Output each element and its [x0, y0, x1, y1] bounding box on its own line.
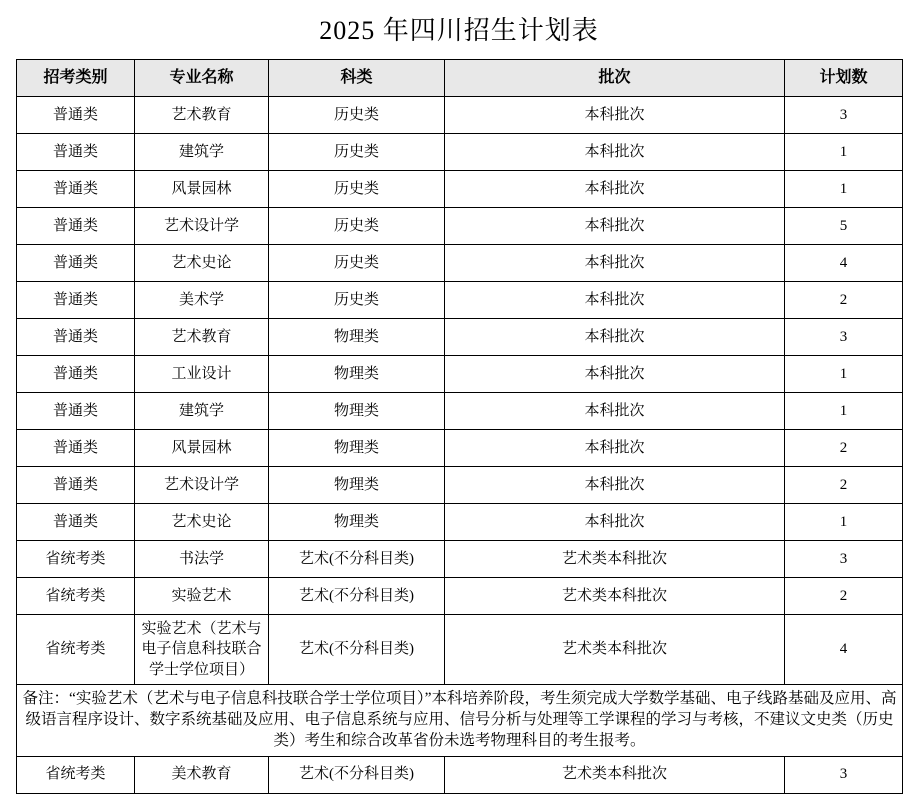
- cell-major: 艺术教育: [135, 97, 269, 134]
- cell-count: 1: [785, 134, 903, 171]
- cell-major: 艺术史论: [135, 245, 269, 282]
- cell-category: 普通类: [17, 319, 135, 356]
- table-row: [17, 756, 903, 793]
- page-title: 2025 年四川招生计划表: [319, 16, 599, 45]
- cell-major: 艺术设计学: [135, 467, 269, 504]
- table-row: [17, 541, 903, 578]
- cell-count: 1: [785, 393, 903, 430]
- cell-count: 3: [785, 97, 903, 134]
- cell-subject: 历史类: [269, 245, 445, 282]
- cell-major: 艺术设计学: [135, 208, 269, 245]
- column-header-subject: 科类: [269, 60, 445, 97]
- cell-batch: 艺术类本科批次: [445, 615, 785, 685]
- table-row: [17, 430, 903, 467]
- cell-major: 建筑学: [135, 134, 269, 171]
- cell-subject: 物理类: [269, 504, 445, 541]
- cell-count: 1: [785, 171, 903, 208]
- cell-count: 3: [785, 756, 903, 793]
- cell-subject: 艺术(不分科目类): [269, 615, 445, 685]
- table-row: [17, 134, 903, 171]
- cell-category: 普通类: [17, 245, 135, 282]
- table-row-note: [17, 684, 903, 756]
- cell-major: 美术教育: [135, 756, 269, 793]
- note-text: 备注：“实验艺术（艺术与电子信息科技联合学士学位项目）”本科培养阶段，考生须完成大学数学基础、电子线路基础及应用、高级语言程序设计、数字系统基础及应用、电子信息系统与应用、信号分析与处理等工学课程的学习与考核，不建议文史类（历史类）考生和综合改革省份未选考物理科目的考生报考。: [17, 684, 903, 756]
- column-header-category: 招考类别: [17, 60, 135, 97]
- table-body: [17, 97, 903, 794]
- cell-batch: 本科批次: [445, 319, 785, 356]
- table-row: [17, 393, 903, 430]
- cell-batch: 本科批次: [445, 208, 785, 245]
- admission-plan-table: [16, 59, 903, 794]
- cell-batch: 本科批次: [445, 430, 785, 467]
- cell-major: 风景园林: [135, 171, 269, 208]
- cell-category: 普通类: [17, 430, 135, 467]
- cell-major: 实验艺术（艺术与电子信息科技联合学士学位项目）: [135, 615, 269, 685]
- cell-major: 风景园林: [135, 430, 269, 467]
- cell-major: 实验艺术: [135, 578, 269, 615]
- column-header-count: 计划数: [785, 60, 903, 97]
- cell-subject: 历史类: [269, 97, 445, 134]
- cell-count: 1: [785, 356, 903, 393]
- table-row: [17, 282, 903, 319]
- cell-category: 普通类: [17, 282, 135, 319]
- cell-subject: 物理类: [269, 430, 445, 467]
- cell-batch: 艺术类本科批次: [445, 578, 785, 615]
- table-row: [17, 504, 903, 541]
- cell-category: 普通类: [17, 393, 135, 430]
- cell-count: 3: [785, 319, 903, 356]
- table-header-row: [17, 60, 903, 97]
- cell-subject: 历史类: [269, 134, 445, 171]
- table-row: [17, 245, 903, 282]
- cell-count: 5: [785, 208, 903, 245]
- cell-batch: 本科批次: [445, 504, 785, 541]
- column-header-major: 专业名称: [135, 60, 269, 97]
- cell-count: 3: [785, 541, 903, 578]
- cell-batch: 艺术类本科批次: [445, 756, 785, 793]
- table-row: [17, 97, 903, 134]
- cell-category: 普通类: [17, 134, 135, 171]
- cell-count: 2: [785, 282, 903, 319]
- table-row-joint-program: [17, 615, 903, 685]
- cell-category: 普通类: [17, 208, 135, 245]
- cell-count: 2: [785, 578, 903, 615]
- cell-major: 艺术教育: [135, 319, 269, 356]
- cell-subject: 艺术(不分科目类): [269, 578, 445, 615]
- cell-category: 省统考类: [17, 615, 135, 685]
- cell-category: 普通类: [17, 171, 135, 208]
- cell-count: 4: [785, 615, 903, 685]
- table-row: [17, 171, 903, 208]
- cell-category: 省统考类: [17, 756, 135, 793]
- cell-subject: 物理类: [269, 356, 445, 393]
- cell-subject: 艺术(不分科目类): [269, 541, 445, 578]
- cell-batch: 本科批次: [445, 171, 785, 208]
- cell-count: 2: [785, 467, 903, 504]
- table-row: [17, 356, 903, 393]
- cell-category: 普通类: [17, 97, 135, 134]
- cell-subject: 历史类: [269, 282, 445, 319]
- cell-subject: 物理类: [269, 393, 445, 430]
- cell-batch: 本科批次: [445, 393, 785, 430]
- cell-subject: 历史类: [269, 171, 445, 208]
- table-row: [17, 208, 903, 245]
- cell-batch: 本科批次: [445, 245, 785, 282]
- cell-batch: 本科批次: [445, 467, 785, 504]
- cell-category: 省统考类: [17, 578, 135, 615]
- table-row: [17, 578, 903, 615]
- cell-subject: 物理类: [269, 319, 445, 356]
- cell-category: 普通类: [17, 356, 135, 393]
- cell-category: 普通类: [17, 504, 135, 541]
- table-header: [17, 60, 903, 97]
- cell-subject: 历史类: [269, 208, 445, 245]
- table-row: [17, 319, 903, 356]
- cell-batch: 艺术类本科批次: [445, 541, 785, 578]
- cell-subject: 物理类: [269, 467, 445, 504]
- cell-category: 省统考类: [17, 541, 135, 578]
- table-row: [17, 467, 903, 504]
- cell-major: 建筑学: [135, 393, 269, 430]
- cell-count: 1: [785, 504, 903, 541]
- cell-major: 工业设计: [135, 356, 269, 393]
- cell-count: 4: [785, 245, 903, 282]
- cell-batch: 本科批次: [445, 134, 785, 171]
- cell-major: 美术学: [135, 282, 269, 319]
- cell-major: 书法学: [135, 541, 269, 578]
- cell-major: 艺术史论: [135, 504, 269, 541]
- cell-category: 普通类: [17, 467, 135, 504]
- cell-batch: 本科批次: [445, 97, 785, 134]
- cell-count: 2: [785, 430, 903, 467]
- cell-subject: 艺术(不分科目类): [269, 756, 445, 793]
- column-header-batch: 批次: [445, 60, 785, 97]
- cell-batch: 本科批次: [445, 356, 785, 393]
- cell-batch: 本科批次: [445, 282, 785, 319]
- document-page: [0, 10, 918, 794]
